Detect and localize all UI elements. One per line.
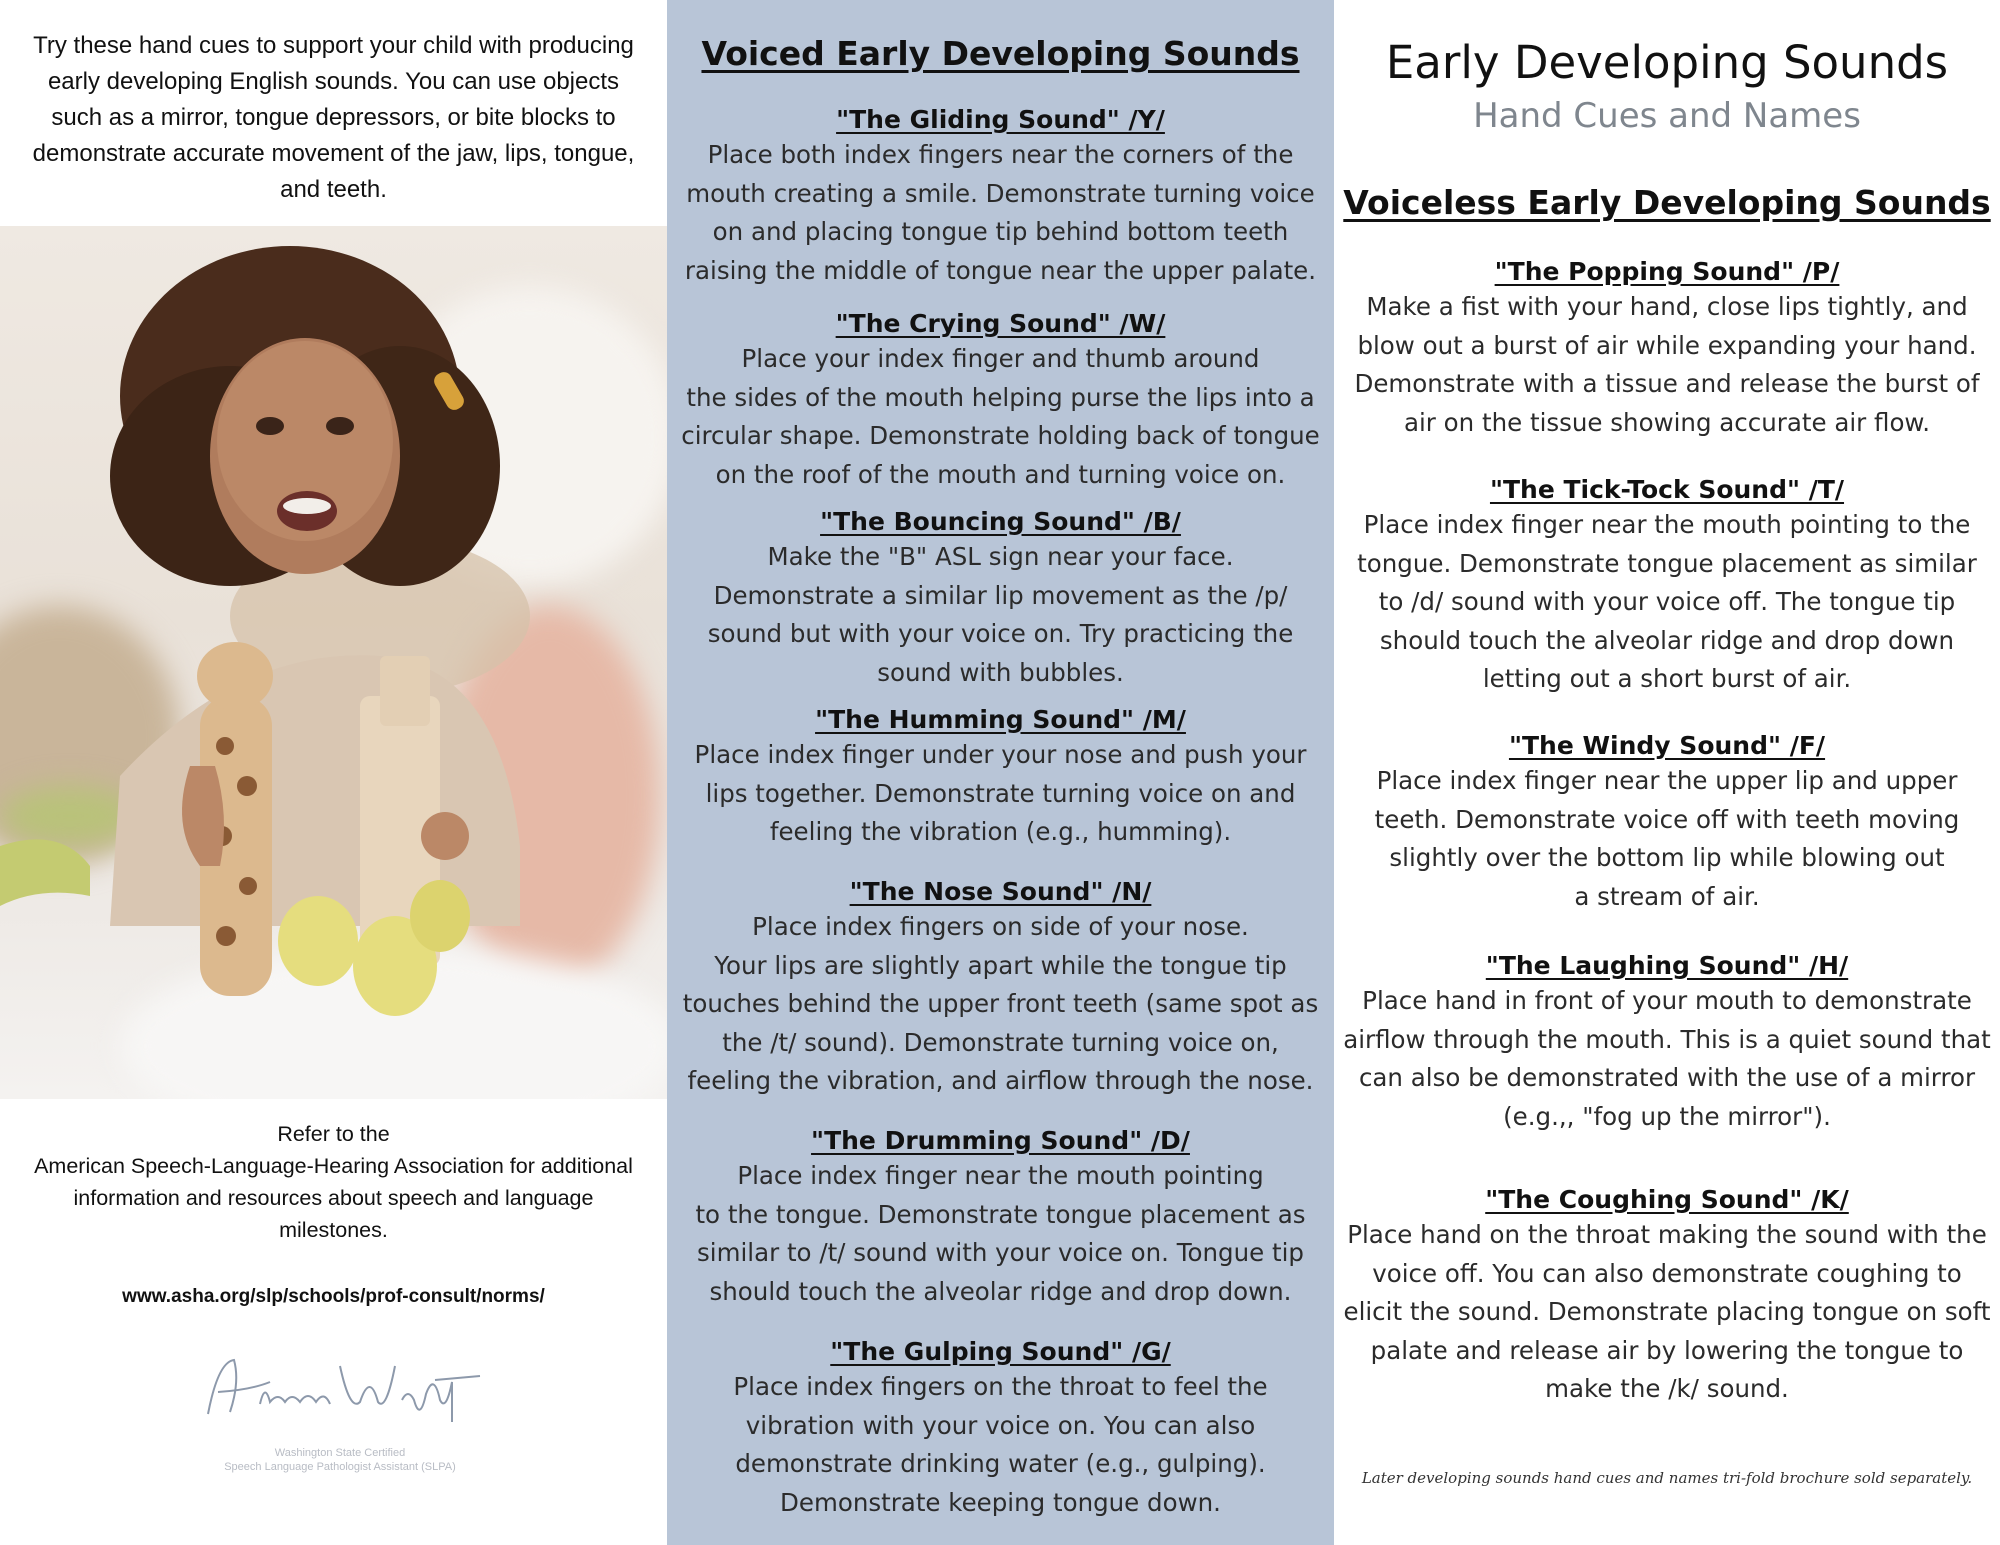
sound-block-n xyxy=(681,876,1320,1101)
voiceless-section-title: Voiceless Early Developing Sounds xyxy=(1343,183,1991,222)
sound-block-y xyxy=(681,104,1320,290)
sound-title: "The Gulping Sound" /G/ xyxy=(830,1337,1171,1366)
refer-line-1: Refer to the xyxy=(277,1122,390,1146)
sound-title: "The Tick-Tock Sound" /T/ xyxy=(1489,475,1845,504)
sound-block-h xyxy=(1342,950,1992,1136)
sound-description: Place index finger near the mouth pointing to the tongue. Demonstrate tongue placement as similar to /d/ sound with your voice off. The tongue tip should touch the alveolar ridge and drop down letting out a short burst of air. xyxy=(1357,510,1977,693)
sound-block-p xyxy=(1342,256,1992,442)
sound-block-w xyxy=(681,308,1320,494)
sound-block-m xyxy=(681,704,1320,852)
voiced-sounds-panel xyxy=(667,0,1334,1545)
child-photo xyxy=(0,226,667,1099)
sound-title: "The Nose Sound" /N/ xyxy=(849,877,1152,906)
sound-title: "The Crying Sound" /W/ xyxy=(835,309,1166,338)
asha-reference xyxy=(20,1118,647,1246)
sound-description: Place index finger under your nose and push your lips together. Demonstrate turning voice on and feeling the vibration (e.g., humming). xyxy=(694,740,1307,846)
sound-description: Place index finger near the upper lip and upper teeth. Demonstrate voice off with teeth moving slightly over the bottom lip while blowing out a stream of air. xyxy=(1374,766,1960,911)
sound-title: "The Humming Sound" /M/ xyxy=(815,705,1186,734)
sound-description: Place hand in front of your mouth to demonstrate airflow through the mouth. This is a quiet sound that can also be demonstrated with the use of a mirror (e.g.,, "fog up the mirror"). xyxy=(1343,986,1991,1131)
sound-title: "The Laughing Sound" /H/ xyxy=(1485,951,1849,980)
left-panel xyxy=(0,0,667,1545)
signature-title-2: Speech Language Pathologist Assistant (SLPA) xyxy=(224,1461,456,1473)
refer-line-2: American Speech-Language-Hearing Association for additional information and resources about speech and language milestones. xyxy=(34,1154,633,1242)
sound-title: "The Popping Sound" /P/ xyxy=(1494,257,1840,286)
signature-credentials xyxy=(150,1446,530,1474)
asha-url: www.asha.org/slp/schools/prof-consult/norms/ xyxy=(122,1286,545,1307)
sound-description: Place hand on the throat making the sound with the voice off. You can also demonstrate coughing to elicit the sound. Demonstrate placing tongue on soft palate and release air by lowering the tongue to make the /k/ sound. xyxy=(1343,1220,1991,1403)
sound-title: "The Drumming Sound" /D/ xyxy=(811,1126,1190,1155)
brochure-footnote: Later developing sounds hand cues and names tri-fold brochure sold separately. xyxy=(1361,1469,1973,1487)
sound-block-f xyxy=(1342,730,1992,916)
sound-description: Place index fingers on side of your nose. Your lips are slightly apart while the tongue tip touches behind the upper front teeth (same spot as the /t/ sound). Demonstrate turning voice on, feeling the vibration, and airflow through the nose. xyxy=(682,912,1319,1095)
sound-block-k xyxy=(1342,1184,1992,1409)
voiced-section-title: Voiced Early Developing Sounds xyxy=(701,34,1300,73)
sound-description: Place your index finger and thumb around the sides of the mouth helping purse the lips into a circular shape. Demonstrate holding back of tongue on the roof of the mouth and turning voice on. xyxy=(681,344,1320,489)
child-illustration xyxy=(0,226,667,1099)
sound-title: "The Windy Sound" /F/ xyxy=(1508,731,1826,760)
sound-block-b xyxy=(681,506,1320,692)
sound-title: "The Gliding Sound" /Y/ xyxy=(836,105,1165,134)
signature-title-1: Washington State Certified xyxy=(274,1447,406,1459)
brochure-subtitle: Hand Cues and Names xyxy=(1473,96,1861,136)
sound-block-d xyxy=(681,1125,1320,1311)
sound-title: "The Bouncing Sound" /B/ xyxy=(820,507,1181,536)
sound-block-g xyxy=(681,1336,1320,1522)
voiceless-sounds-panel xyxy=(1334,0,2000,1545)
sound-description: Place index fingers on the throat to feel the vibration with your voice on. You can also demonstrate drinking water (e.g., gulping). Demonstrate keeping tongue down. xyxy=(733,1372,1268,1517)
sound-description: Make the "B" ASL sign near your face. Demonstrate a similar lip movement as the /p/ sound but with your voice on. Try practicing the sound with bubbles. xyxy=(707,542,1294,687)
sound-description: Make a fist with your hand, close lips tightly, and blow out a burst of air while expanding your hand. Demonstrate with a tissue and release the burst of air on the tissue showing accurate air flow. xyxy=(1354,292,1980,437)
brochure-title: Early Developing Sounds xyxy=(1385,36,1949,89)
intro-text: Try these hand cues to support your child with producing early developing English sounds. You can use objects such as a mirror, tongue depressors, or bite blocks to demonstrate accurate movement of the jaw, lips, tongue, and teeth. xyxy=(32,32,635,203)
signature-icon xyxy=(190,1352,490,1434)
sound-block-t xyxy=(1342,474,1992,699)
sound-description: Place both index fingers near the corners of the mouth creating a smile. Demonstrate turning voice on and placing tongue tip behind bottom teeth raising the middle of tongue near the upper palate. xyxy=(684,140,1317,285)
sound-description: Place index finger near the mouth pointing to the tongue. Demonstrate tongue placement as similar to /t/ sound with your voice on. Tongue tip should touch the alveolar ridge and drop down. xyxy=(695,1161,1306,1306)
sound-title: "The Coughing Sound" /K/ xyxy=(1485,1185,1849,1214)
